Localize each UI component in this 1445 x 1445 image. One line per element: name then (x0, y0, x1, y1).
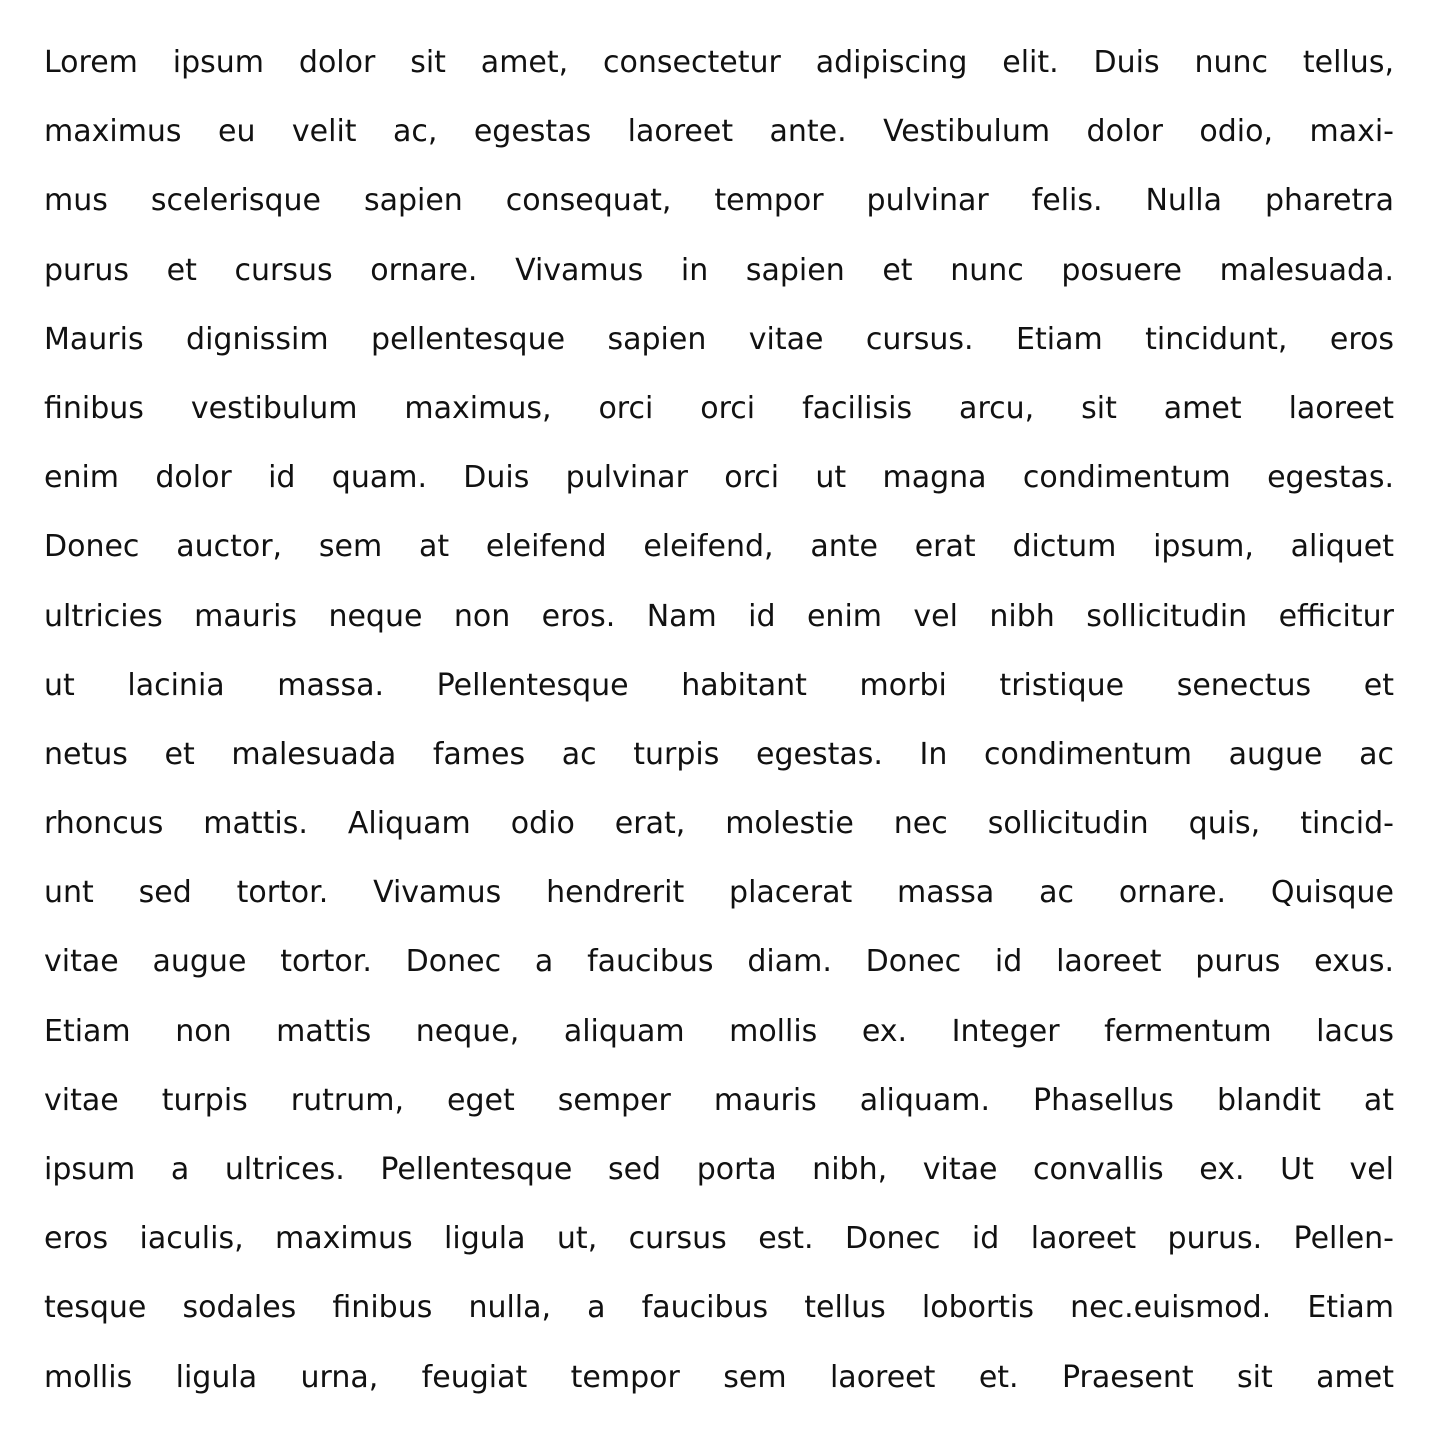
text-line-6: finibus vestibulum maximus, orci orci facilisis arcu, sit amet laoreet (44, 390, 1394, 426)
text-line-5: Mauris dignissim pellentesque sapien vitae cursus. Etiam tincidunt, eros (44, 321, 1394, 357)
text-line-18: eros iaculis, maximus ligula ut, cursus est. Donec id laoreet purus. Pellen- (44, 1221, 1394, 1257)
text-line-14: vitae augue tortor. Donec a faucibus diam. Donec id laoreet purus exus. (44, 944, 1394, 980)
text-line-17: ipsum a ultrices. Pellentesque sed porta nibh, vitae convallis ex. Ut vel (44, 1152, 1394, 1187)
text-line-12: rhoncus mattis. Aliquam odio erat, molestie nec sollicitudin quis, tincid- (44, 806, 1394, 842)
text-line-1: Lorem ipsum dolor sit amet, consectetur adipiscing elit. Duis nunc tellus, (44, 45, 1394, 80)
text-line-3: mus scelerisque sapien consequat, tempor pulvinar felis. Nulla pharetra (44, 183, 1394, 219)
text-line-2: maximus eu velit ac, egestas laoreet ante. Vestibulum dolor odio, maxi- (44, 114, 1394, 150)
text-line-15: Etiam non mattis neque, aliquam mollis ex. Integer fermentum lacus (44, 1013, 1394, 1049)
text-line-9: ultricies mauris neque non eros. Nam id enim vel nibh sollicitudin efficitur (44, 598, 1394, 634)
text-line-10: ut lacinia massa. Pellentesque habitant morbi tristique senectus et (44, 667, 1394, 703)
text-line-11: netus et malesuada fames ac turpis egestas. In condimentum augue ac (44, 736, 1394, 772)
text-line-20: mollis ligula urna, feugiat tempor sem laoreet et. Praesent sit amet (44, 1359, 1394, 1395)
text-line-7: enim dolor id quam. Duis pulvinar orci ut magna condimentum egestas. (44, 460, 1394, 496)
text-line-8: Donec auctor, sem at eleifend eleifend, ante erat dictum ipsum, aliquet (44, 529, 1394, 565)
text-line-16: vitae turpis rutrum, eget semper mauris aliquam. Phasellus blandit at (44, 1082, 1394, 1118)
text-line-19: tesque sodales finibus nulla, a faucibus tellus lobortis nec.euismod. Etiam (44, 1290, 1394, 1326)
body-text (44, 28, 1394, 1412)
text-line-4: purus et cursus ornare. Vivamus in sapien et nunc posuere malesuada. (44, 252, 1394, 288)
text-line-13: unt sed tortor. Vivamus hendrerit placerat massa ac ornare. Quisque (44, 875, 1394, 911)
